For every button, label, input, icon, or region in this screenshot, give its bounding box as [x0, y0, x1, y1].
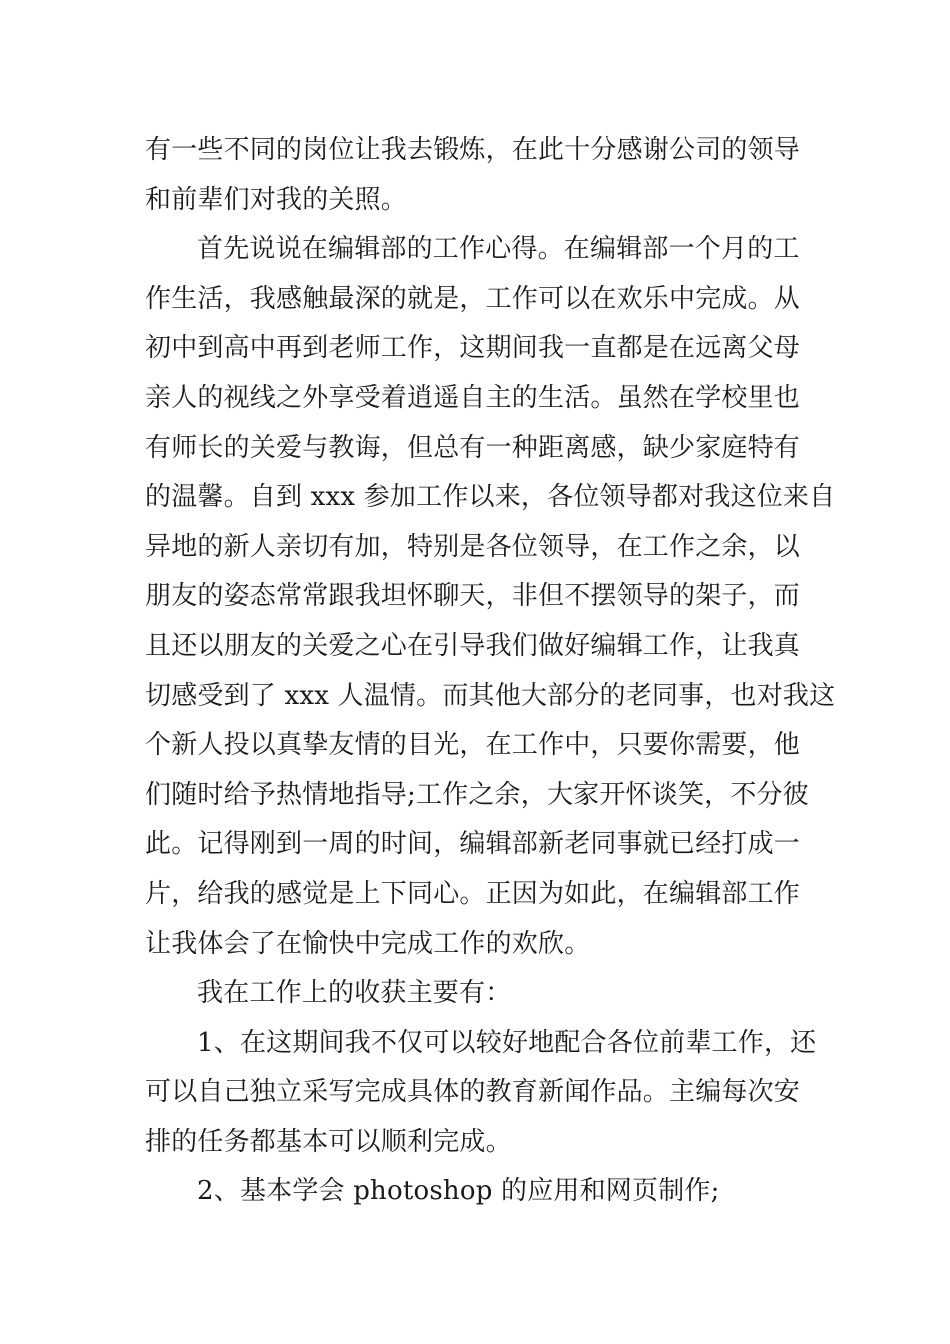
text-line: 的温馨。自到 xxx 参加工作以来，各位领导都对我这位来自: [145, 482, 836, 513]
text-line: 有师长的关爱与教诲，但总有一种距离感，缺少家庭特有: [145, 432, 801, 463]
text-line: 朋友的姿态常常跟我坦怀聊天，非但不摆领导的架子，而: [145, 581, 801, 612]
text-line: 初中到高中再到老师工作，这期间我一直都是在远离父母: [145, 333, 801, 364]
paragraph-first-line: 2、基本学会 photoshop 的应用和网页制作;: [197, 1176, 720, 1207]
text-line: 们随时给予热情地指导;工作之余，大家开怀谈笑，不分彼: [145, 779, 809, 810]
text-line: 排的任务都基本可以顺利完成。: [145, 1126, 512, 1157]
text-line: 亲人的视线之外享受着逍遥自主的生活。虽然在学校里也: [145, 382, 801, 413]
document-body: [145, 126, 836, 1217]
text-line: 有一些不同的岗位让我去锻炼，在此十分感谢公司的领导: [145, 135, 801, 165]
text-line: 可以自己独立采写完成具体的教育新闻作品。主编每次安: [145, 1077, 801, 1108]
paragraph-first-line: 1、在这期间我不仅可以较好地配合各位前辈工作，还: [197, 1027, 817, 1058]
text-line: 且还以朋友的关爱之心在引导我们做好编辑工作，让我真: [145, 630, 801, 661]
text-line: 此。记得刚到一周的时间，编辑部新老同事就已经打成一: [145, 829, 801, 860]
paragraph-first-line: 首先说说在编辑部的工作心得。在编辑部一个月的工: [197, 234, 800, 265]
text-line: 个新人投以真挚友情的目光，在工作中，只要你需要，他: [145, 730, 801, 761]
text-line: 切感受到了 xxx 人温情。而其他大部分的老同事，也对我这: [145, 680, 836, 711]
text-line: 异地的新人亲切有加，特别是各位领导，在工作之余，以: [145, 531, 801, 562]
text-line: 作生活，我感触最深的就是，工作可以在欢乐中完成。从: [145, 283, 801, 314]
text-line: 片，给我的感觉是上下同心。正因为如此，在编辑部工作: [145, 878, 801, 909]
text-line: 和前辈们对我的关照。: [145, 184, 408, 215]
paragraph-first-line: 我在工作上的收获主要有：: [197, 978, 512, 1009]
text-line: 让我体会了在愉快中完成工作的欢欣。: [145, 928, 591, 959]
